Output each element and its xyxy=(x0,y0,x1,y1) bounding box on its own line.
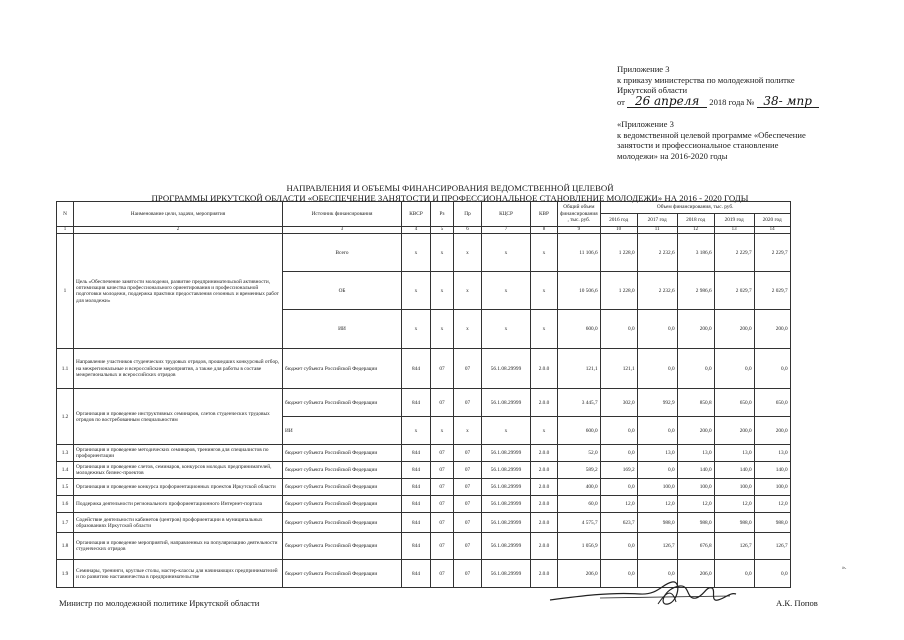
cell-source: бюджет субъекта Российской Федерации xyxy=(283,479,402,496)
colnum: 14 xyxy=(754,227,790,234)
cell-pr: х xyxy=(454,417,482,445)
colnum: 2 xyxy=(74,227,283,234)
table-row xyxy=(57,445,791,462)
cell-total: 10 506,6 xyxy=(558,272,601,310)
cell-kvr: х xyxy=(531,234,558,272)
colnum: 11 xyxy=(637,227,677,234)
header-2019: 2019 год xyxy=(714,214,754,227)
cell-2018: 676,8 xyxy=(677,533,714,560)
cell-2019: 2 029,7 xyxy=(714,272,754,310)
appendix-date-line xyxy=(617,93,887,108)
cell-pr: 07 xyxy=(454,496,482,513)
cell-2019: 12,0 xyxy=(714,496,754,513)
table-row xyxy=(57,389,791,417)
goal-number: 1 xyxy=(57,234,74,349)
footer-signatory: А.К. Попов xyxy=(776,598,818,608)
cell-2018: 988,0 xyxy=(677,513,714,533)
cell-kvsr: х xyxy=(402,417,431,445)
cell-2018: 206,0 xyxy=(677,560,714,588)
colnum: 13 xyxy=(714,227,754,234)
cell-kcsr: 56.1.08.29999 xyxy=(482,349,531,389)
cell-2020: 200,0 xyxy=(754,417,790,445)
cell-n: 1.9 xyxy=(57,560,74,588)
cell-kvr: 2.0.0 xyxy=(531,445,558,462)
cell-2016: 12,0 xyxy=(600,496,637,513)
appendix-header xyxy=(617,64,887,108)
cell-2017: 992,9 xyxy=(637,389,677,417)
cell-rz: 07 xyxy=(431,479,454,496)
cell-rz: 07 xyxy=(431,560,454,588)
cell-kvr: х xyxy=(531,310,558,349)
table-row xyxy=(57,349,791,389)
cell-source: бюджет субъекта Российской Федерации xyxy=(283,533,402,560)
cell-kcsr: 56.1.08.29999 xyxy=(482,389,531,417)
cell-2017: 12,0 xyxy=(637,496,677,513)
cell-rz: 07 xyxy=(431,389,454,417)
cell-pr: х xyxy=(454,234,482,272)
cell-2017: 100,0 xyxy=(637,479,677,496)
cell-kvr: 2.0.0 xyxy=(531,479,558,496)
colnum: 6 xyxy=(454,227,482,234)
cell-2017: 0,0 xyxy=(637,349,677,389)
cell-source: бюджет субъекта Российской Федерации xyxy=(283,389,402,417)
colnum: 3 xyxy=(283,227,402,234)
cell-rz: х xyxy=(431,310,454,349)
handwritten-date: 26 апреля xyxy=(627,96,707,108)
header-rz: Рз xyxy=(431,202,454,227)
header-kvsr: КВСР xyxy=(402,202,431,227)
cell-total: 4 575,7 xyxy=(558,513,601,533)
goal-name: Цель «Обеспечение занятости молодежи, развитие предпринимательской активности, оптимизация качества профессионального ориентирования и профессиональной подготовки молодежи, поддержка практики предоставления сезонных и временных работ для молодежи» xyxy=(74,234,283,349)
cell-name: Организация и проведение конкурса профориентационных проектов Иркутской области xyxy=(74,479,283,496)
cell-2019: 140,0 xyxy=(714,462,754,479)
cell-2018: 100,0 xyxy=(677,479,714,496)
cell-name: Направление участников студенческих трудовых отрядов, прошедших конкурсный отбор, на межрегиональные и всероссийские мероприятия, а также для работы в составе межрегиональных и всероссийских отрядов xyxy=(74,349,283,389)
cell-2018: 140,0 xyxy=(677,462,714,479)
cell-name: Поддержка деятельности регионального профориентационного Интернет-портала xyxy=(74,496,283,513)
handwritten-number: 38- мпр xyxy=(757,96,819,108)
appendix-line-1: Приложение 3 xyxy=(617,64,670,74)
cell-rz: 07 xyxy=(431,533,454,560)
cell-name: Семинары, тренинги, круглые столы, мастер-классы для начинающих предпринимателей и по развитию наставничества в предпринимательстве xyxy=(74,560,283,588)
colnum: 10 xyxy=(600,227,637,234)
cell-source: ИИ xyxy=(283,417,402,445)
table-row xyxy=(57,496,791,513)
cell-source: Всего xyxy=(283,234,402,272)
cell-total: 60,0 xyxy=(558,496,601,513)
cell-name: Организация и проведение методических семинаров, тренингов для специалистов по профориентации xyxy=(74,445,283,462)
cell-2018: 12,0 xyxy=(677,496,714,513)
cell-pr: 07 xyxy=(454,349,482,389)
cell-kvsr: х xyxy=(402,234,431,272)
footer-position: Министр по молодежной политике Иркутской области xyxy=(59,598,260,608)
cell-2018: 3 186,6 xyxy=(677,234,714,272)
cell-2020: 2 029,7 xyxy=(754,272,790,310)
cell-2016: 1 228,0 xyxy=(600,234,637,272)
cell-rz: 07 xyxy=(431,462,454,479)
cell-source: бюджет субъекта Российской Федерации xyxy=(283,445,402,462)
cell-2016: 0,0 xyxy=(600,445,637,462)
cell-2019: 100,0 xyxy=(714,479,754,496)
cell-pr: 07 xyxy=(454,479,482,496)
ot-label: от xyxy=(617,96,625,107)
cell-total: 3 445,7 xyxy=(558,389,601,417)
cell-kvsr: 844 xyxy=(402,389,431,417)
cell-2018: 200,0 xyxy=(677,417,714,445)
program-line-4: молодежи» на 2016-2020 годы xyxy=(617,150,728,161)
cell-pr: 07 xyxy=(454,462,482,479)
header-2018: 2018 год xyxy=(677,214,714,227)
cell-2016: 0,0 xyxy=(600,560,637,588)
cell-2020: 0,0 xyxy=(754,560,790,588)
header-pr: Пр xyxy=(454,202,482,227)
cell-kvsr: 844 xyxy=(402,445,431,462)
cell-kcsr: 56.1.08.29999 xyxy=(482,462,531,479)
title-line-2: ПРОГРАММЫ ИРКУТСКОЙ ОБЛАСТИ «ОБЕСПЕЧЕНИЕ ЗАНЯТОСТИ И ПРОФЕССИОНАЛЬНОЕ СТАНОВЛЕНИЕ МОЛОДЕЖИ» НА 2016 - 2020 ГОДЫ xyxy=(151,193,749,204)
cell-2016: 121,1 xyxy=(600,349,637,389)
cell-rz: х xyxy=(431,234,454,272)
cell-2020: 12,0 xyxy=(754,496,790,513)
cell-kvr: 2.0.0 xyxy=(531,349,558,389)
colnum: 1 xyxy=(57,227,74,234)
colnum: 5 xyxy=(431,227,454,234)
cell-kvr: 2.0.0 xyxy=(531,389,558,417)
cell-n: 1.6 xyxy=(57,496,74,513)
cell-kcsr: 56.1.08.29999 xyxy=(482,445,531,462)
title-line-1: НАПРАВЛЕНИЯ И ОБЪЕМЫ ФИНАНСИРОВАНИЯ ВЕДОМСТВЕННОЙ ЦЕЛЕВОЙ xyxy=(286,183,614,193)
cell-name: Организация и проведение инструктивных семинаров, слетов студенческих трудовых отрядов по востребованным специальностям xyxy=(74,389,283,445)
cell-2020: 126,7 xyxy=(754,533,790,560)
program-line-2: к ведомственной целевой программе «Обеспечение xyxy=(617,129,806,140)
cell-kcsr: 56.1.08.29999 xyxy=(482,479,531,496)
cell-total: 600,0 xyxy=(558,417,601,445)
cell-kvr: 2.0.0 xyxy=(531,560,558,588)
cell-pr: х xyxy=(454,310,482,349)
cell-2017: 2 232,6 xyxy=(637,234,677,272)
cell-2019: 13,0 xyxy=(714,445,754,462)
header-source: Источник финансирования xyxy=(283,202,402,227)
appendix-line-2: к приказу министерства по молодежной политке xyxy=(617,74,795,85)
appendix-line-3: Иркутской области xyxy=(617,85,688,96)
cell-pr: 07 xyxy=(454,560,482,588)
cell-kvsr: 844 xyxy=(402,513,431,533)
cell-kcsr: 56.1.08.29999 xyxy=(482,496,531,513)
cell-pr: 07 xyxy=(454,533,482,560)
cell-kvsr: 844 xyxy=(402,560,431,588)
cell-n: 1.2 xyxy=(57,389,74,445)
cell-2016: 0,0 xyxy=(600,417,637,445)
cell-kcsr: х xyxy=(482,272,531,310)
cell-2020: 0,0 xyxy=(754,349,790,389)
program-line-3: занятости и профессиональное становление xyxy=(617,140,779,151)
cell-total: 121,1 xyxy=(558,349,601,389)
cell-2017: 0,0 xyxy=(637,310,677,349)
cell-kvsr: х xyxy=(402,310,431,349)
cell-n: 1.7 xyxy=(57,513,74,533)
colnum: 9 xyxy=(558,227,601,234)
cell-pr: 07 xyxy=(454,389,482,417)
cell-kvr: 2.0.0 xyxy=(531,496,558,513)
cell-2017: 0,0 xyxy=(637,560,677,588)
cell-kvr: 2.0.0 xyxy=(531,513,558,533)
cell-2016: 302,0 xyxy=(600,389,637,417)
cell-2017: 0,0 xyxy=(637,462,677,479)
cell-kvr: х xyxy=(531,417,558,445)
table-row xyxy=(57,479,791,496)
table-row xyxy=(57,462,791,479)
cell-source: бюджет субъекта Российской Федерации xyxy=(283,513,402,533)
cell-n: 1.8 xyxy=(57,533,74,560)
cell-kvr: х xyxy=(531,272,558,310)
cell-total: 600,0 xyxy=(558,310,601,349)
header-kcsr: КЦСР xyxy=(482,202,531,227)
cell-2019: 988,0 xyxy=(714,513,754,533)
cell-2019: 650,0 xyxy=(714,389,754,417)
cell-total: 52,0 xyxy=(558,445,601,462)
colnum: 8 xyxy=(531,227,558,234)
cell-2020: 100,0 xyxy=(754,479,790,496)
closing-quote-mark: ». xyxy=(842,565,847,571)
cell-kvsr: 844 xyxy=(402,496,431,513)
cell-total: 589,2 xyxy=(558,462,601,479)
header-total: Общий объем финансирования , тыс. руб. xyxy=(558,202,601,227)
cell-2016: 0,0 xyxy=(600,533,637,560)
cell-source: бюджет субъекта Российской Федерации xyxy=(283,496,402,513)
cell-name: Содействие деятельности кабинетов (центров) профориентации в муниципальных образованиях Иркутской области xyxy=(74,513,283,533)
cell-kcsr: х xyxy=(482,310,531,349)
cell-rz: 07 xyxy=(431,445,454,462)
cell-2019: 0,0 xyxy=(714,349,754,389)
cell-2016: 0,0 xyxy=(600,310,637,349)
cell-n: 1.3 xyxy=(57,445,74,462)
header-2017: 2017 год xyxy=(637,214,677,227)
cell-2018: 850,8 xyxy=(677,389,714,417)
cell-2017: 2 232,6 xyxy=(637,272,677,310)
colnum: 4 xyxy=(402,227,431,234)
cell-2016: 0,0 xyxy=(600,479,637,496)
cell-2017: 13,0 xyxy=(637,445,677,462)
cell-2018: 2 986,6 xyxy=(677,272,714,310)
table-row xyxy=(57,513,791,533)
cell-kcsr: х xyxy=(482,417,531,445)
cell-source: бюджет субъекта Российской Федерации xyxy=(283,462,402,479)
cell-total: 206,0 xyxy=(558,560,601,588)
cell-kvr: 2.0.0 xyxy=(531,462,558,479)
program-line-1: «Приложение 3 xyxy=(617,119,674,129)
signature-icon xyxy=(540,574,740,614)
cell-2020: 650,0 xyxy=(754,389,790,417)
table-row xyxy=(57,234,791,272)
cell-2020: 13,0 xyxy=(754,445,790,462)
cell-kvsr: 844 xyxy=(402,462,431,479)
cell-2016: 1 228,0 xyxy=(600,272,637,310)
cell-name: Организация и проведение мероприятий, направленных на популяризацию деятельности студенческих отрядов xyxy=(74,533,283,560)
cell-kcsr: 56.1.08.29999 xyxy=(482,513,531,533)
cell-total: 11 106,6 xyxy=(558,234,601,272)
cell-2019: 126,7 xyxy=(714,533,754,560)
cell-pr: 07 xyxy=(454,513,482,533)
cell-n: 1.1 xyxy=(57,349,74,389)
cell-n: 1.5 xyxy=(57,479,74,496)
column-number-row xyxy=(57,227,791,234)
header-volume: Объем финансирования, тыс. руб. xyxy=(600,202,790,214)
cell-rz: х xyxy=(431,272,454,310)
cell-source: бюджет субъекта Российской Федерации xyxy=(283,560,402,588)
program-appendix-header xyxy=(617,119,857,161)
cell-source: бюджет субъекта Российской Федерации xyxy=(283,349,402,389)
cell-2017: 0,0 xyxy=(637,417,677,445)
cell-kvsr: 844 xyxy=(402,533,431,560)
colnum: 7 xyxy=(482,227,531,234)
cell-pr: х xyxy=(454,272,482,310)
cell-kcsr: х xyxy=(482,234,531,272)
cell-source: ОБ xyxy=(283,272,402,310)
cell-n: 1.4 xyxy=(57,462,74,479)
cell-2018: 0,0 xyxy=(677,349,714,389)
cell-2018: 200,0 xyxy=(677,310,714,349)
cell-rz: х xyxy=(431,417,454,445)
cell-2019: 200,0 xyxy=(714,310,754,349)
year-label: 2018 года № xyxy=(709,96,755,107)
cell-2019: 2 229,7 xyxy=(714,234,754,272)
cell-2020: 140,0 xyxy=(754,462,790,479)
cell-total: 400,0 xyxy=(558,479,601,496)
header-n: N xyxy=(57,202,74,227)
cell-kvsr: х xyxy=(402,272,431,310)
cell-kvsr: 844 xyxy=(402,479,431,496)
header-kvr: КВР xyxy=(531,202,558,227)
cell-2018: 13,0 xyxy=(677,445,714,462)
cell-rz: 07 xyxy=(431,513,454,533)
table-row xyxy=(57,533,791,560)
cell-kvsr: 844 xyxy=(402,349,431,389)
cell-kcsr: 56.1.08.29999 xyxy=(482,560,531,588)
cell-kcsr: 56.1.08.29999 xyxy=(482,533,531,560)
cell-pr: 07 xyxy=(454,445,482,462)
cell-2017: 988,0 xyxy=(637,513,677,533)
colnum: 12 xyxy=(677,227,714,234)
cell-2019: 200,0 xyxy=(714,417,754,445)
header-name: Наименование цели, задачи, мероприятия xyxy=(74,202,283,227)
cell-total: 1 056,9 xyxy=(558,533,601,560)
cell-rz: 07 xyxy=(431,349,454,389)
cell-2020: 2 229,7 xyxy=(754,234,790,272)
header-2016: 2016 год xyxy=(600,214,637,227)
cell-rz: 07 xyxy=(431,496,454,513)
cell-name: Организация и проведение слетов, семинаров, конкурсов молодых предпринимателей, молодежных бизнес-проектов xyxy=(74,462,283,479)
cell-2019: 0,0 xyxy=(714,560,754,588)
cell-source: ИИ xyxy=(283,310,402,349)
cell-2016: 169,2 xyxy=(600,462,637,479)
financing-table xyxy=(56,201,791,588)
cell-2016: 623,7 xyxy=(600,513,637,533)
cell-2017: 126,7 xyxy=(637,533,677,560)
cell-2020: 200,0 xyxy=(754,310,790,349)
header-row-1 xyxy=(57,202,791,214)
cell-2020: 988,0 xyxy=(754,513,790,533)
cell-kvr: 2.0.0 xyxy=(531,533,558,560)
header-2020: 2020 год xyxy=(754,214,790,227)
